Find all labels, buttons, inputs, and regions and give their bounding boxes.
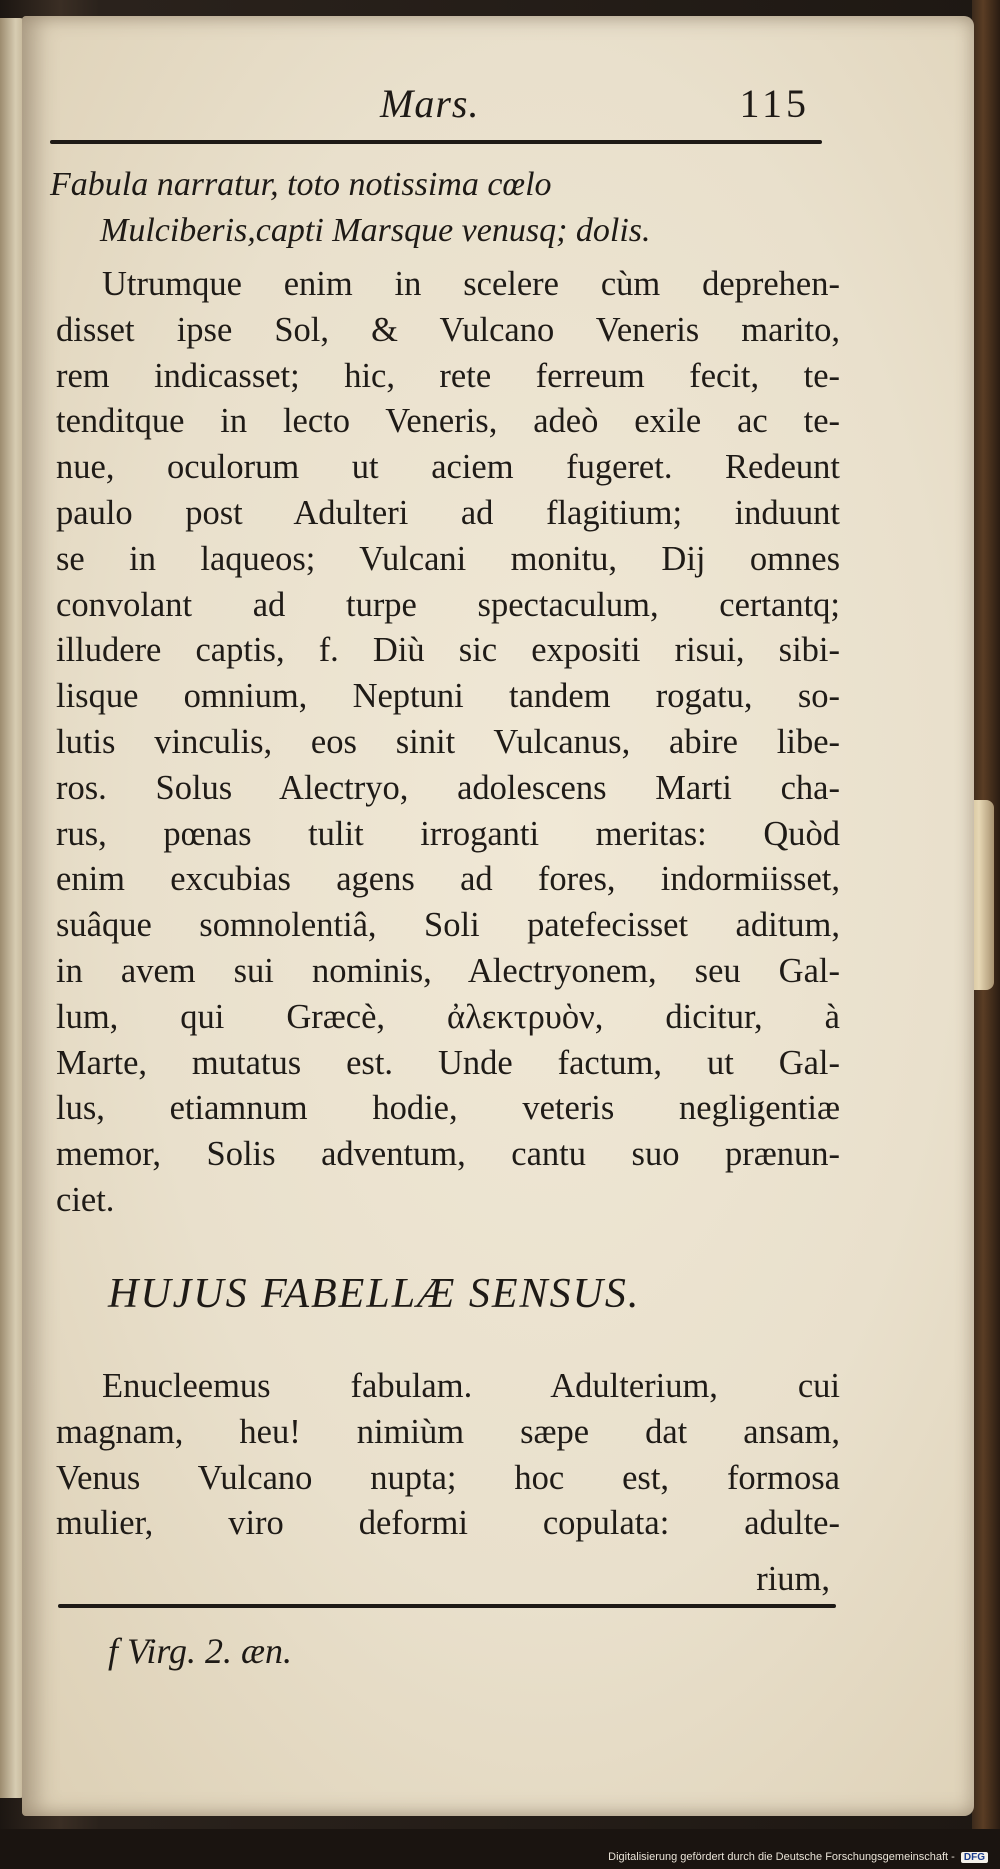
text-line: enim excubias agens ad fores, indormiisset,	[56, 860, 840, 899]
text-line: lutis vinculis, eos sinit Vulcanus, abire libe-	[56, 722, 840, 761]
verse-line-1: Fabula narratur, toto notissima cœlo	[50, 166, 552, 203]
text-line: lum, qui Græcè, ἀλεκτρυὸν, dicitur, à	[56, 997, 840, 1036]
text-line: mulier, viro deformi copulata: adulte-	[56, 1504, 840, 1543]
text-line: illudere captis, f. Diù sic expositi risui, sibi-	[56, 631, 840, 670]
text-line: in avem sui nominis, Alectryonem, seu Gal-	[56, 951, 840, 990]
paragraph-sensus	[56, 1364, 840, 1547]
header-rule	[50, 140, 822, 144]
text-line: nue, oculorum ut aciem fugeret. Redeunt	[56, 448, 840, 487]
text-line: convolant ad turpe spectaculum, certantq;	[56, 585, 840, 624]
catchword: rium,	[756, 1560, 830, 1598]
text-line: ros. Solus Alectryo, adolescens Marti cha-	[56, 768, 840, 807]
verse-line-2: Mulciberis,capti Marsque venusq; dolis.	[100, 212, 651, 249]
text-line: ciet.	[56, 1180, 115, 1219]
page-number: 115	[739, 81, 810, 126]
text-line: Venus Vulcano nupta; hoc est, formosa	[56, 1458, 840, 1497]
text-line: disset ipse Sol, & Vulcano Veneris marito,	[56, 310, 840, 349]
footnote-rule	[58, 1604, 836, 1608]
text-line: Utrumque enim in scelere cùm deprehen-	[102, 265, 840, 303]
text-line: magnam, heu! nimiùm sæpe dat ansam,	[56, 1412, 840, 1451]
page-header	[50, 72, 820, 132]
dfg-logo-icon: DFG	[961, 1852, 988, 1863]
credit-text: Digitalisierung gefördert durch die Deutsche Forschungsgemeinschaft -	[608, 1851, 955, 1863]
text-line: suâque somnolentiâ, Soli patefecisset aditum,	[56, 906, 840, 945]
text-line: memor, Solis adventum, cantu suo prænun-	[56, 1135, 840, 1174]
text-line: lisque omnium, Neptuni tandem rogatu, so-	[56, 677, 840, 716]
text-line: Marte, mutatus est. Unde factum, ut Gal-	[56, 1043, 840, 1082]
running-head: Mars.	[380, 81, 480, 126]
text-line: rem indicasset; hic, rete ferreum fecit, te-	[56, 356, 840, 395]
text-line: se in laqueos; Vulcani monitu, Dij omnes	[56, 539, 840, 578]
footnote: f Virg. 2. æn.	[108, 1631, 293, 1671]
text-line: Enucleemus fabulam. Adulterium, cui	[102, 1367, 840, 1405]
paragraph-main	[56, 262, 840, 1224]
section-heading: HUJUS FABELLÆ SENSUS.	[108, 1271, 641, 1317]
text-line: lus, etiamnum hodie, veteris negligentiæ	[56, 1089, 840, 1128]
scan-footer-strip	[0, 1829, 1000, 1869]
digitization-credit	[608, 1851, 988, 1863]
text-line: paulo post Adulteri ad flagitium; induunt	[56, 493, 840, 532]
text-line: tenditque in lecto Veneris, adeò exile ac te-	[56, 402, 840, 441]
text-line: rus, pœnas tulit irroganti meritas: Quòd	[56, 814, 840, 853]
